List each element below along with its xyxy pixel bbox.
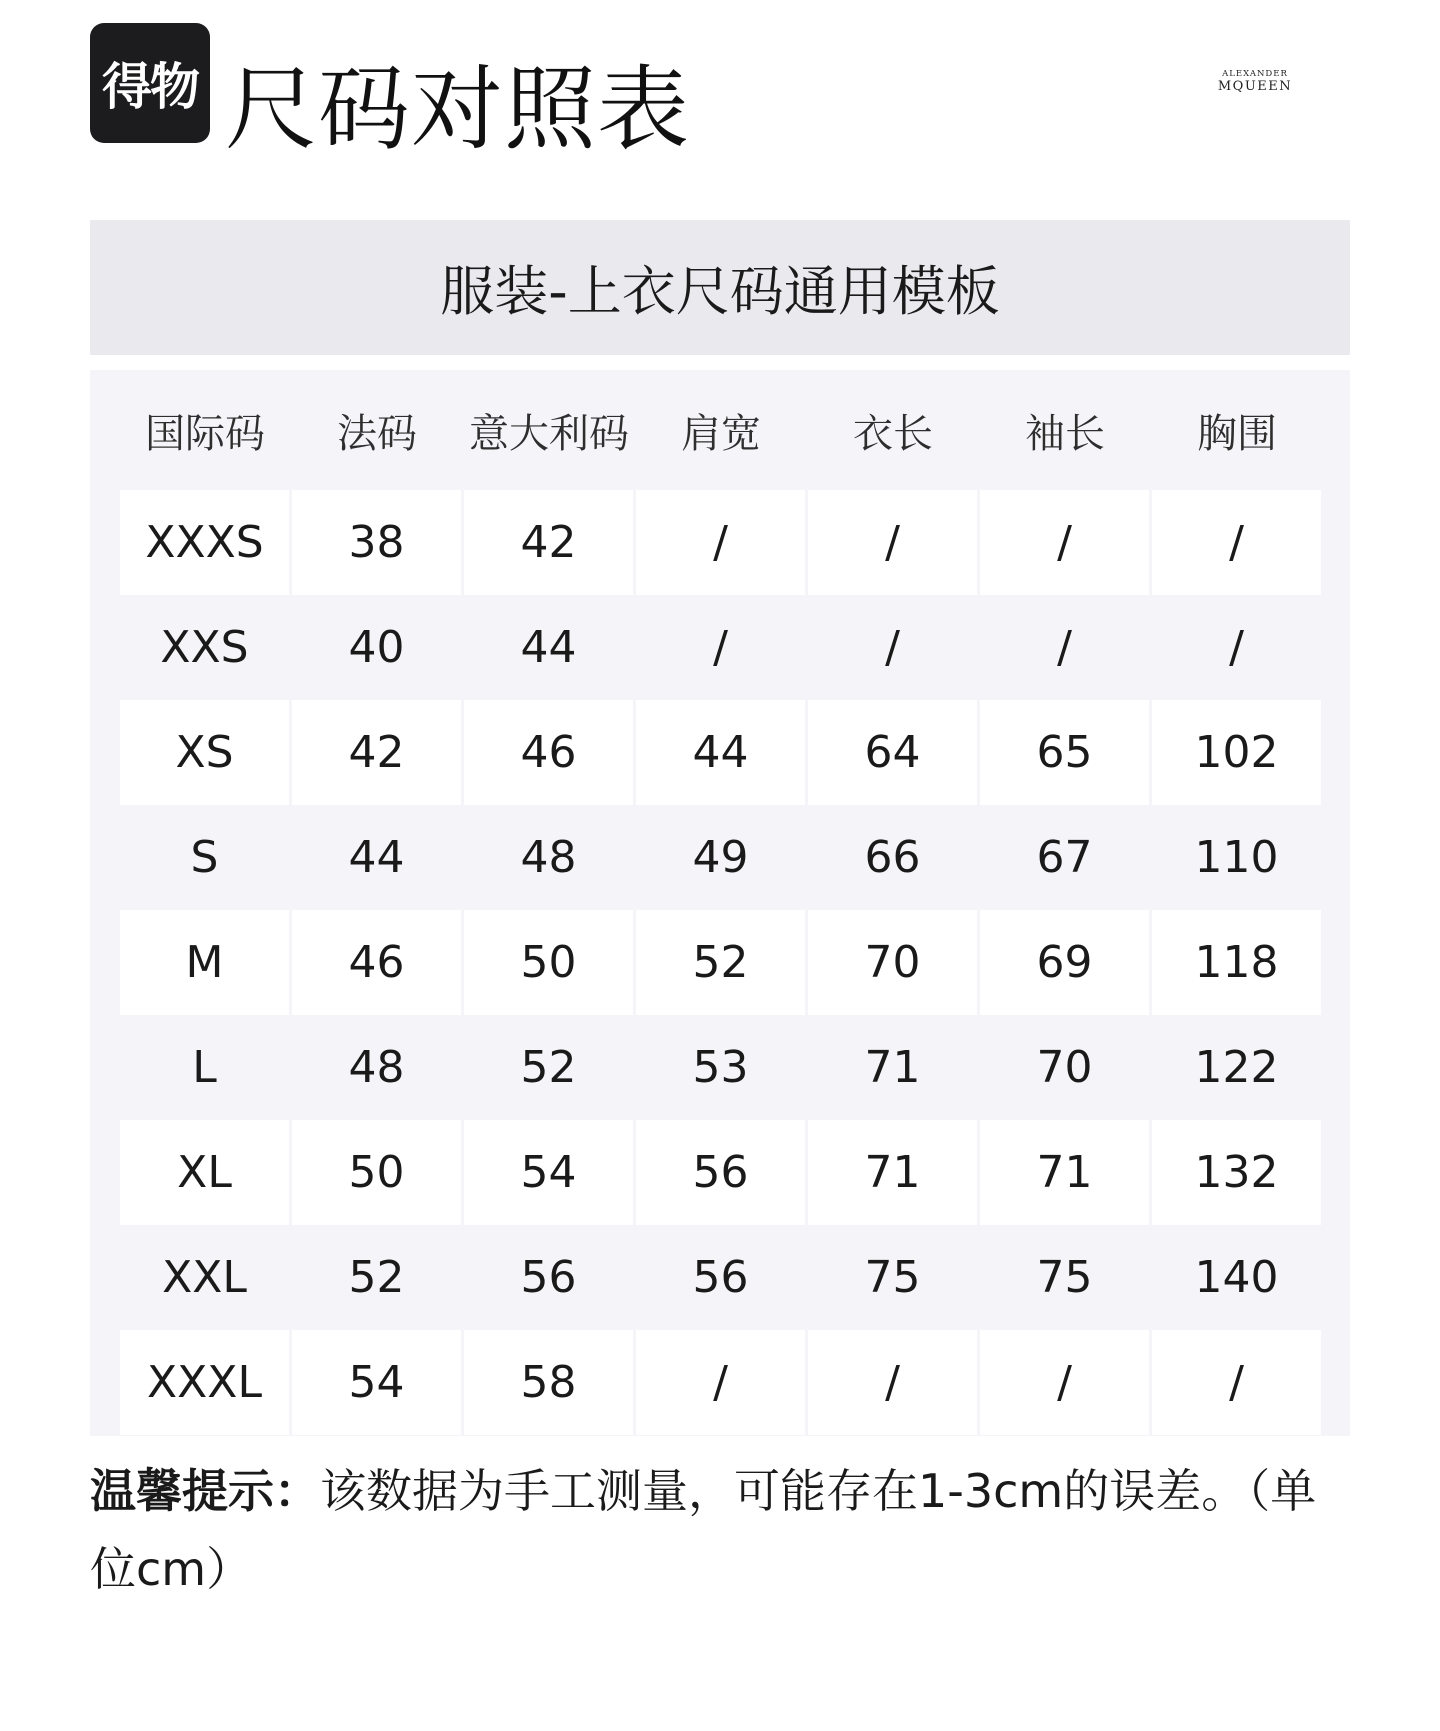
header-italian-size: 意大利码 xyxy=(469,410,629,457)
table-cell: 118 xyxy=(1152,910,1321,1015)
table-cell: 71 xyxy=(864,1042,921,1093)
table-cell: / xyxy=(1152,1330,1321,1435)
table-cell: XXL xyxy=(162,1252,247,1303)
table-cell: 66 xyxy=(864,832,921,883)
table-row xyxy=(120,490,1320,595)
table-cell: 54 xyxy=(292,1330,461,1435)
subtitle-bar xyxy=(90,220,1350,355)
table-cell: XL xyxy=(120,1120,289,1225)
table-row xyxy=(120,700,1320,805)
table-cell: 110 xyxy=(1194,832,1279,883)
table-cell: 52 xyxy=(636,910,805,1015)
table-cell: 71 xyxy=(808,1120,977,1225)
table-cell: 140 xyxy=(1194,1252,1279,1303)
table-cell: / xyxy=(980,490,1149,595)
table-cell: M xyxy=(120,910,289,1015)
table-cell: 67 xyxy=(1036,832,1093,883)
table-cell: / xyxy=(808,1330,977,1435)
logo-text: 得物 xyxy=(102,58,198,116)
table-cell: 44 xyxy=(520,622,577,673)
table-cell: / xyxy=(885,622,900,673)
table-header xyxy=(120,370,1320,490)
table-cell: 40 xyxy=(348,622,405,673)
table-cell: 70 xyxy=(1036,1042,1093,1093)
table-cell: 102 xyxy=(1152,700,1321,805)
table-cell: L xyxy=(192,1042,217,1093)
table-cell: 48 xyxy=(348,1042,405,1093)
dewu-logo xyxy=(90,23,210,143)
table-cell: / xyxy=(636,1330,805,1435)
brand-line-2: MQUEEN xyxy=(1217,78,1293,94)
table-cell: / xyxy=(713,622,728,673)
header-shoulder-width: 肩宽 xyxy=(681,410,761,457)
table-row xyxy=(120,595,1320,700)
table-cell: 75 xyxy=(1036,1252,1093,1303)
header-sleeve-length: 袖长 xyxy=(1025,410,1105,457)
note-text: 该数据为手工测量，可能存在1-3cm的误差。（单位cm） xyxy=(90,1464,1317,1596)
page-title: 尺码对照表 xyxy=(225,56,691,163)
table-cell: 49 xyxy=(692,832,749,883)
table-cell: 46 xyxy=(292,910,461,1015)
table-cell: 44 xyxy=(636,700,805,805)
table-body xyxy=(120,490,1320,1436)
table-cell: XXS xyxy=(160,622,249,673)
header-international-size: 国际码 xyxy=(145,410,265,457)
table-cell: 50 xyxy=(292,1120,461,1225)
table-cell: 52 xyxy=(348,1252,405,1303)
table-row xyxy=(120,1225,1320,1330)
table-row xyxy=(120,1015,1320,1120)
table-cell: 53 xyxy=(692,1042,749,1093)
table-cell: 65 xyxy=(980,700,1149,805)
table-cell: 71 xyxy=(980,1120,1149,1225)
table-cell: 54 xyxy=(464,1120,633,1225)
brand-logo xyxy=(1200,70,1310,93)
table-cell: S xyxy=(190,832,219,883)
header-chest: 胸围 xyxy=(1197,410,1277,457)
table-cell: 64 xyxy=(808,700,977,805)
header-garment-length: 衣长 xyxy=(853,410,933,457)
table-cell: 70 xyxy=(808,910,977,1015)
table-cell: XXXS xyxy=(120,490,289,595)
table-row xyxy=(120,1330,1320,1435)
table-cell: XS xyxy=(120,700,289,805)
table-row xyxy=(120,805,1320,910)
table-cell: 42 xyxy=(292,700,461,805)
table-cell: / xyxy=(1152,490,1321,595)
table-cell: / xyxy=(1229,622,1244,673)
table-cell: / xyxy=(980,1330,1149,1435)
table-cell: 132 xyxy=(1152,1120,1321,1225)
table-cell: 46 xyxy=(464,700,633,805)
table-cell: 42 xyxy=(464,490,633,595)
table-cell: / xyxy=(636,490,805,595)
note-label: 温馨提示： xyxy=(90,1464,320,1518)
table-cell: / xyxy=(1057,622,1072,673)
table-subtitle: 服装-上衣尺码通用模板 xyxy=(440,260,1000,323)
table-cell: XXXL xyxy=(120,1330,289,1435)
table-cell: 44 xyxy=(348,832,405,883)
measurement-note xyxy=(90,1452,1360,1608)
table-cell: 75 xyxy=(864,1252,921,1303)
table-cell: 52 xyxy=(520,1042,577,1093)
header-french-size: 法码 xyxy=(337,410,417,457)
brand-line-1: ALEXANDER xyxy=(1222,69,1288,79)
table-cell: 58 xyxy=(464,1330,633,1435)
table-row xyxy=(120,1120,1320,1225)
table-cell: 48 xyxy=(520,832,577,883)
table-cell: 38 xyxy=(292,490,461,595)
table-cell: 122 xyxy=(1194,1042,1279,1093)
table-cell: 56 xyxy=(520,1252,577,1303)
size-table xyxy=(90,370,1350,1436)
table-row xyxy=(120,910,1320,1015)
table-cell: 56 xyxy=(636,1120,805,1225)
table-cell: 56 xyxy=(692,1252,749,1303)
table-cell: 69 xyxy=(980,910,1149,1015)
table-cell: 50 xyxy=(464,910,633,1015)
table-cell: / xyxy=(808,490,977,595)
